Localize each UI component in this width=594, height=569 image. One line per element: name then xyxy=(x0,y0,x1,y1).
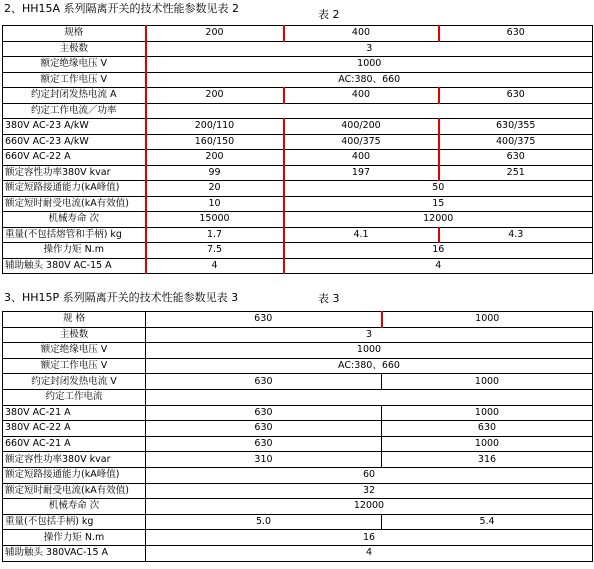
table-3-label: 表 3 xyxy=(318,292,340,305)
cell: 1000 xyxy=(146,57,593,73)
row-label: 重量(不包括熔管和手柄) kg xyxy=(3,227,146,243)
cell: 1.7 xyxy=(146,227,284,243)
cell: 50 xyxy=(284,181,593,197)
hh15a-parameter-table xyxy=(2,25,593,274)
row-label: 660V AC-21 A xyxy=(3,436,146,452)
section-3-heading: 3、HH15P 系列隔离开关的技术性能参数见表 3 xyxy=(4,291,239,304)
row-label: 额定绝缘电压 V xyxy=(3,57,146,73)
row-label: 额定短时耐受电流(kA有效值) xyxy=(3,483,146,499)
cell: 630 xyxy=(382,421,593,437)
row-label: 约定封闭发热电流 V xyxy=(3,374,146,390)
hh15p-parameter-table xyxy=(2,311,593,562)
table-row xyxy=(3,327,593,343)
cell: 4 xyxy=(146,258,284,274)
row-label: 规格 xyxy=(3,26,146,42)
cell: 316 xyxy=(382,452,593,468)
table-row xyxy=(3,196,593,212)
cell: 5.0 xyxy=(146,514,382,530)
table-row xyxy=(3,41,593,57)
row-label: 额定绝缘电压 V xyxy=(3,343,146,359)
cell: 1000 xyxy=(382,374,593,390)
cell: 400 xyxy=(284,26,439,42)
table-row xyxy=(3,374,593,390)
row-label: 额定容性功率380V kvar xyxy=(3,165,146,181)
table-row xyxy=(3,452,593,468)
cell: 251 xyxy=(439,165,593,181)
row-label: 660V AC-22 A xyxy=(3,150,146,166)
row-label: 额定容性功率380V kvar xyxy=(3,452,146,468)
cell: 4 xyxy=(146,545,593,561)
cell: 10 xyxy=(146,196,284,212)
row-label: 额定短时耐受电流(kA有效值) xyxy=(3,196,146,212)
cell: 1000 xyxy=(146,343,593,359)
cell: 5.4 xyxy=(382,514,593,530)
table-row xyxy=(3,88,593,104)
cell: 400/375 xyxy=(439,134,593,150)
cell: 630 xyxy=(439,150,593,166)
table-row xyxy=(3,358,593,374)
table-row xyxy=(3,26,593,42)
cell: 60 xyxy=(146,467,593,483)
cell: 310 xyxy=(146,452,382,468)
cell: 16 xyxy=(146,530,593,546)
table-row xyxy=(3,514,593,530)
row-label: 380V AC-23 A/kW xyxy=(3,119,146,135)
cell: 7.5 xyxy=(146,243,284,259)
table-row xyxy=(3,421,593,437)
table-row xyxy=(3,212,593,228)
cell: 400/200 xyxy=(284,119,439,135)
cell: 12000 xyxy=(284,212,593,228)
cell: AC:380、660 xyxy=(146,358,593,374)
cell xyxy=(146,103,593,119)
table-row xyxy=(3,119,593,135)
table-row xyxy=(3,103,593,119)
cell: 630 xyxy=(146,312,382,328)
table-row xyxy=(3,499,593,515)
cell xyxy=(146,389,593,405)
table-row xyxy=(3,545,593,561)
table-row xyxy=(3,312,593,328)
table-row xyxy=(3,57,593,73)
row-label: 380V AC-21 A xyxy=(3,405,146,421)
cell: 197 xyxy=(284,165,439,181)
row-label: 重量(不包括手柄) kg xyxy=(3,514,146,530)
table-row xyxy=(3,389,593,405)
table-row xyxy=(3,227,593,243)
row-label: 辅助触头 380VAC-15 A xyxy=(3,545,146,561)
cell: 4.1 xyxy=(284,227,439,243)
row-label: 660V AC-23 A/kW xyxy=(3,134,146,150)
row-label: 额定工作电压 V xyxy=(3,358,146,374)
table-row xyxy=(3,134,593,150)
row-label: 约定工作电流／功率 xyxy=(3,103,146,119)
cell: 200 xyxy=(146,150,284,166)
cell: 630 xyxy=(146,436,382,452)
cell: 20 xyxy=(146,181,284,197)
cell: 630 xyxy=(146,421,382,437)
cell: 400/375 xyxy=(284,134,439,150)
cell: 99 xyxy=(146,165,284,181)
cell: 1000 xyxy=(382,405,593,421)
table-row xyxy=(3,405,593,421)
table-row xyxy=(3,258,593,274)
row-label: 额定短路接通能力(kA峰值) xyxy=(3,181,146,197)
table-2-label: 表 2 xyxy=(318,8,340,21)
row-label: 380V AC-22 A xyxy=(3,421,146,437)
table-row xyxy=(3,243,593,259)
row-label: 辅助触头 380V AC-15 A xyxy=(3,258,146,274)
cell: 630/355 xyxy=(439,119,593,135)
cell: 200 xyxy=(146,26,284,42)
row-label: 额定短路接通能力(kA峰值) xyxy=(3,467,146,483)
cell: 400 xyxy=(284,88,439,104)
row-label: 机械寿命 次 xyxy=(3,499,146,515)
row-label: 规 格 xyxy=(3,312,146,328)
cell: 1000 xyxy=(382,312,593,328)
cell: 1000 xyxy=(382,436,593,452)
row-label: 操作力矩 N.m xyxy=(3,243,146,259)
row-label: 额定工作电压 V xyxy=(3,72,146,88)
cell: 32 xyxy=(146,483,593,499)
table-row xyxy=(3,467,593,483)
cell: 200/110 xyxy=(146,119,284,135)
cell: 630 xyxy=(439,88,593,104)
row-label: 主极数 xyxy=(3,327,146,343)
cell: 3 xyxy=(146,41,593,57)
table-row xyxy=(3,72,593,88)
table-row xyxy=(3,165,593,181)
cell: 630 xyxy=(146,374,382,390)
cell: 4.3 xyxy=(439,227,593,243)
cell: 12000 xyxy=(146,499,593,515)
row-label: 约定工作电流 xyxy=(3,389,146,405)
cell: AC:380、660 xyxy=(146,72,593,88)
cell: 200 xyxy=(146,88,284,104)
cell: 630 xyxy=(439,26,593,42)
cell: 15000 xyxy=(146,212,284,228)
table-row xyxy=(3,150,593,166)
table-row xyxy=(3,343,593,359)
table-row xyxy=(3,181,593,197)
cell: 15 xyxy=(284,196,593,212)
cell: 630 xyxy=(146,405,382,421)
cell: 16 xyxy=(284,243,593,259)
row-label: 机械寿命 次 xyxy=(3,212,146,228)
row-label: 操作力矩 N.m xyxy=(3,530,146,546)
section-2-heading: 2、HH15A 系列隔离开关的技术性能参数见表 2 xyxy=(4,2,240,15)
row-label: 约定封闭发热电流 A xyxy=(3,88,146,104)
row-label: 主极数 xyxy=(3,41,146,57)
cell: 400 xyxy=(284,150,439,166)
table-row xyxy=(3,483,593,499)
table-row xyxy=(3,436,593,452)
cell: 3 xyxy=(146,327,593,343)
cell: 4 xyxy=(284,258,593,274)
table-row xyxy=(3,530,593,546)
cell: 160/150 xyxy=(146,134,284,150)
